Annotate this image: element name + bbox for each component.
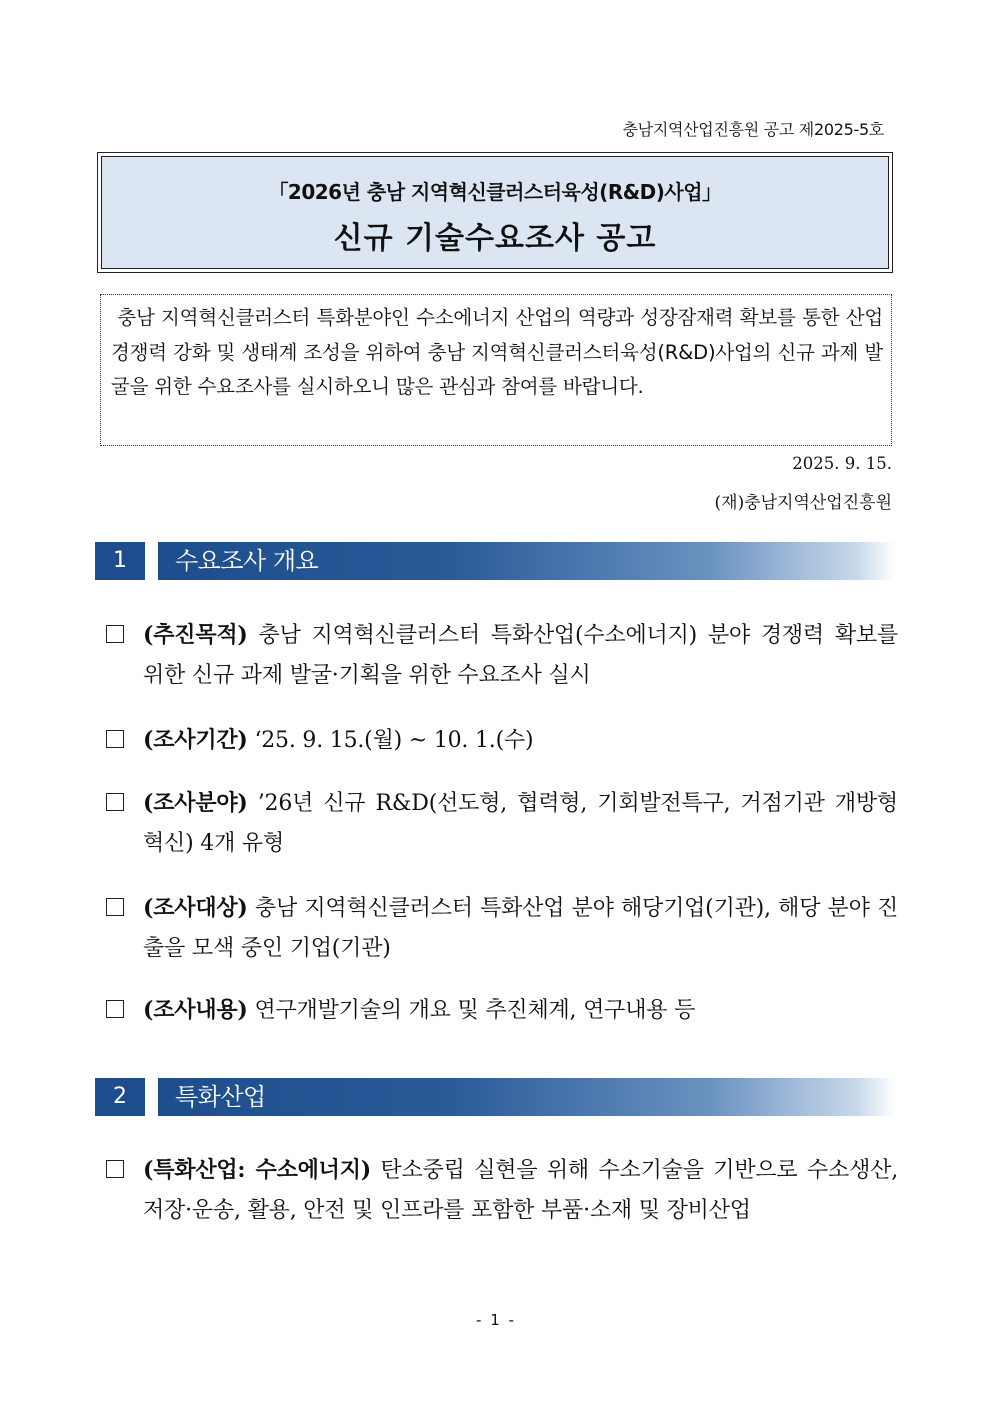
checkbox-icon <box>106 793 124 811</box>
intro-box <box>100 294 892 446</box>
item-label: (조사기간) <box>143 727 248 753</box>
title-inner <box>101 156 889 269</box>
checkbox-icon <box>106 898 124 916</box>
checkbox-icon <box>106 730 124 748</box>
section-header-overview <box>95 542 895 580</box>
organization-name: (재)충남지역산업진흥원 <box>714 493 892 513</box>
item-label: (추진목적) <box>143 622 248 648</box>
title-program: 「2026년 충남 지역혁신클러스터육성(R&D)사업」 <box>268 180 722 204</box>
section-number: 2 <box>95 1078 145 1116</box>
item-text: 탄소중립 실현을 위해 수소기술을 기반으로 수소생산, 저장·운송, 활용, 안전 및 인프라를 포함한 부품·소재 및 장비산업 <box>143 1158 898 1223</box>
item-text: ‘25. 9. 15.(월) ~ 10. 1.(수) <box>254 728 534 753</box>
list-item-field <box>106 783 898 864</box>
item-label: (조사내용) <box>143 997 248 1023</box>
list-item-content <box>106 990 898 1031</box>
section-title: 특화산업 <box>175 1083 266 1111</box>
list-item-purpose <box>106 615 898 696</box>
list-item-target <box>106 888 898 969</box>
section-header-industry <box>95 1078 895 1116</box>
notice-number: 충남지역산업진흥원 공고 제2025-5호 <box>622 120 884 139</box>
section-title: 수요조사 개요 <box>175 547 319 575</box>
item-text: 충남 지역혁신클러스터 특화산업 분야 해당기업(기관), 해당 분야 진출을 모색 중인 기업(기관) <box>143 896 898 961</box>
section-number: 1 <box>95 542 145 580</box>
list-item-industry <box>106 1150 898 1231</box>
item-label: (특화산업: 수소에너지) <box>143 1157 371 1183</box>
item-label: (조사분야) <box>143 790 248 816</box>
list-item-period <box>106 720 898 761</box>
title-main: 신규 기술수요조사 공고 <box>333 221 657 256</box>
title-box <box>97 152 893 273</box>
item-label: (조사대상) <box>143 895 248 921</box>
checkbox-icon <box>106 1160 124 1178</box>
item-text: 연구개발기술의 개요 및 추진체계, 연구내용 등 <box>254 998 696 1023</box>
checkbox-icon <box>106 625 124 643</box>
item-text: ’26년 신규 R&D(선도형, 협력형, 기회발전특구, 거점기관 개방형 혁신) 4개 유형 <box>143 791 898 856</box>
section-bar <box>158 1078 895 1116</box>
notice-date: 2025. 9. 15. <box>792 454 892 473</box>
checkbox-icon <box>106 1000 124 1018</box>
item-text: 충남 지역혁신클러스터 특화산업(수소에너지) 분야 경쟁력 확보를 위한 신규 과제 발굴·기획을 위한 수요조사 실시 <box>143 623 899 688</box>
page-number: - 1 - <box>476 1311 516 1329</box>
intro-text: 충남 지역혁신클러스터 특화분야인 수소에너지 산업의 역량과 성장잠재력 확보를 통한 산업경쟁력 강화 및 생태계 조성을 위하여 충남 지역혁신클러스터육성(R&D)사업의 신규 과제 발굴을 위한 수요조사를 실시하오니 많은 관심과 참여를 바랍니다. <box>111 306 884 398</box>
